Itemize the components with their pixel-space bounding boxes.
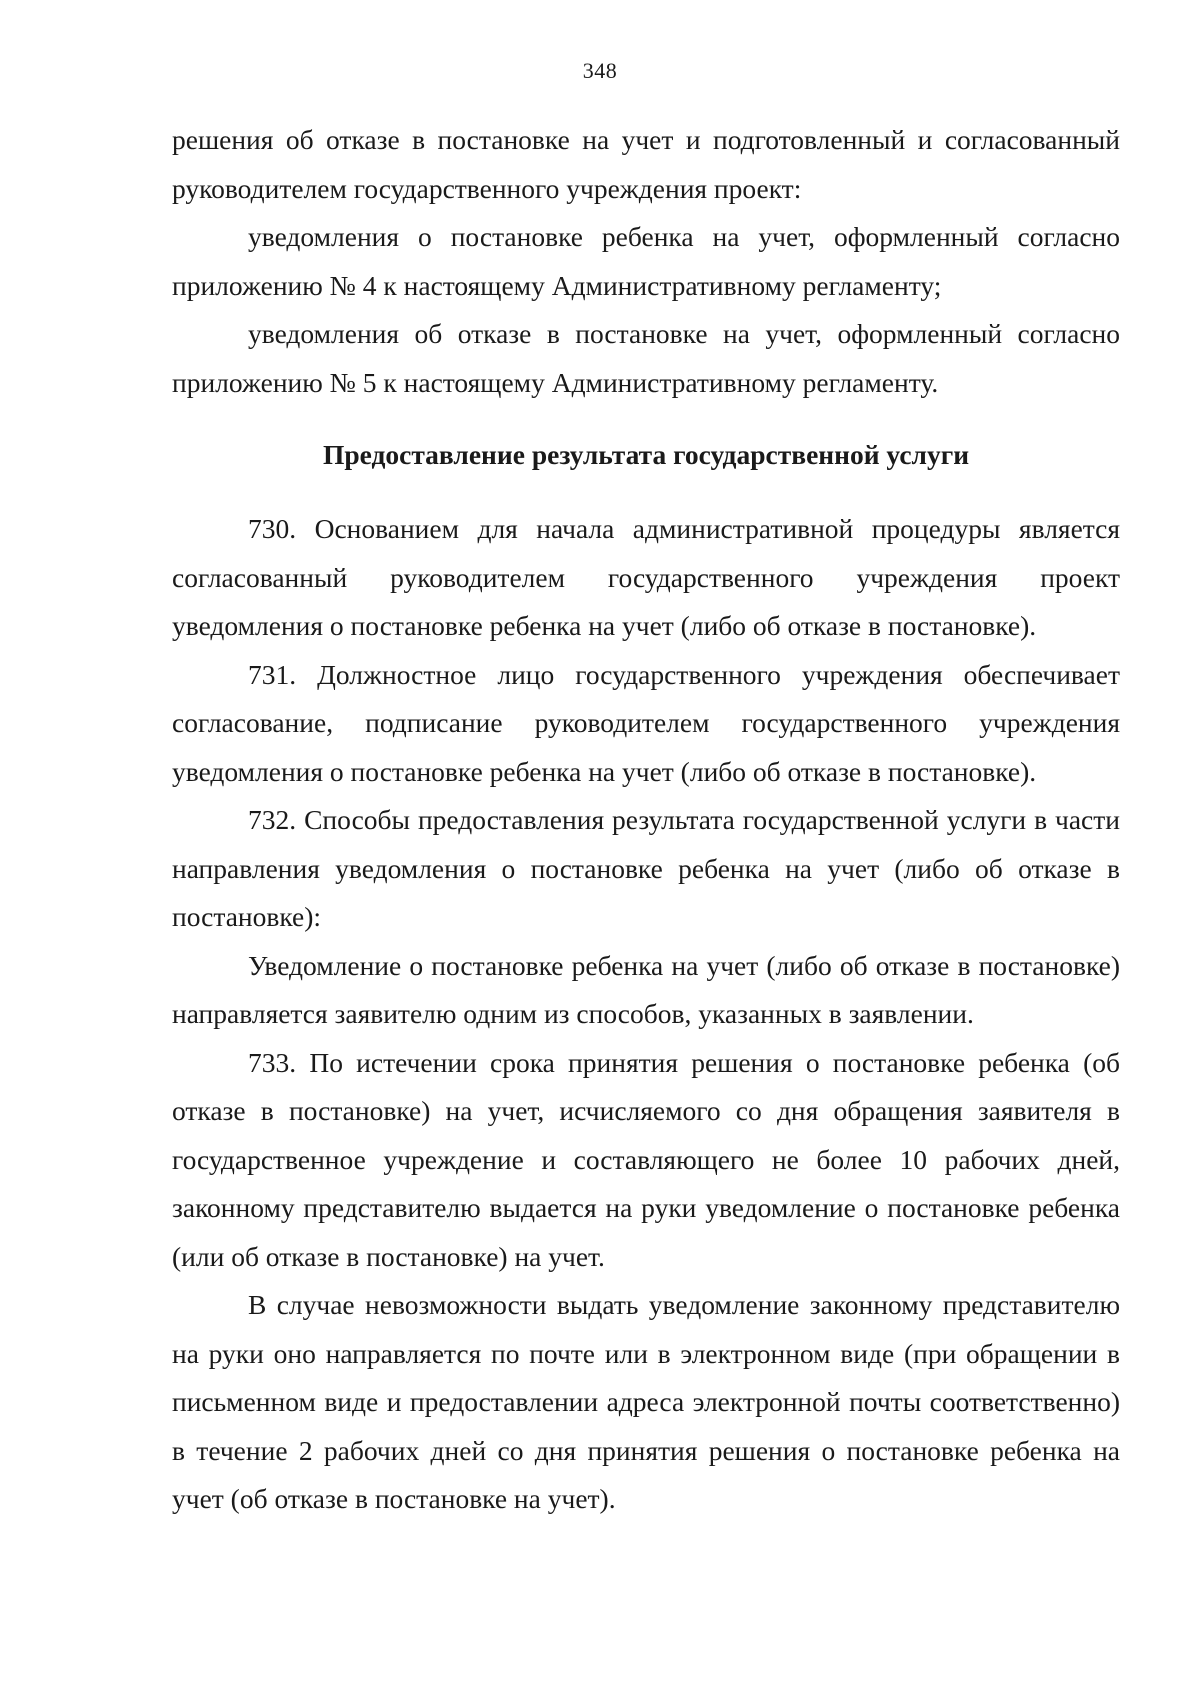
paragraph-733-delivery: В случае невозможности выдать уведомление законному представителю на руки оно направляется по почте или в электронном виде (при обращении в письменном виде и предоставлении адреса электронной почты соответственно) в течение 2 рабочих дней со дня принятия решения о постановке ребенка на учет (об отказе в постановке на учет). — [172, 1289, 1120, 1514]
paragraph-continuation: решения об отказе в постановке на учет и подготовленный и согласованный руководителем государственного учреждения проект: — [172, 124, 1120, 204]
paragraph-notification-appendix-4: уведомления о постановке ребенка на учет, оформленный согласно приложению № 4 к настоящему Административному регламенту; — [172, 221, 1120, 301]
section-heading: Предоставление результата государственной услуги — [322, 439, 970, 470]
paragraph-731: 731. Должностное лицо государственного учреждения обеспечивает согласование, подписание руководителем государственного учреждения уведомления о постановке ребенка на учет (либо об отказе в постановке). — [172, 658, 1120, 787]
document-body — [172, 116, 1120, 1524]
paragraph-730: 730. Основанием для начала административной процедуры является согласованный руководителем государственного учреждения проект уведомления о постановке ребенка на учет (либо об отказе в постановке). — [172, 513, 1120, 641]
paragraph-732: 732. Способы предоставления результата государственной услуги в части направления уведомления о постановке ребенка на учет (либо об отказе в постановке): — [172, 804, 1120, 932]
paragraph-732-notification: Уведомление о постановке ребенка на учет (либо об отказе в постановке) направляется заявителю одним из способов, указанных в заявлении. — [172, 949, 1120, 1029]
paragraph-733: 733. По истечении срока принятия решения о постановке ребенка (об отказе в постановке) на учет, исчисляемого со дня обращения заявителя в государственное учреждение и составляющего не более 10 рабочих дней, законному представителю выдается на руки уведомление о постановке ребенка (или об отказе в постановке) на учет. — [172, 1046, 1120, 1272]
page-number: 348 — [582, 58, 618, 83]
paragraph-notification-appendix-5: уведомления об отказе в постановке на учет, оформленный согласно приложению № 5 к настоящему Административному регламенту. — [172, 318, 1120, 398]
